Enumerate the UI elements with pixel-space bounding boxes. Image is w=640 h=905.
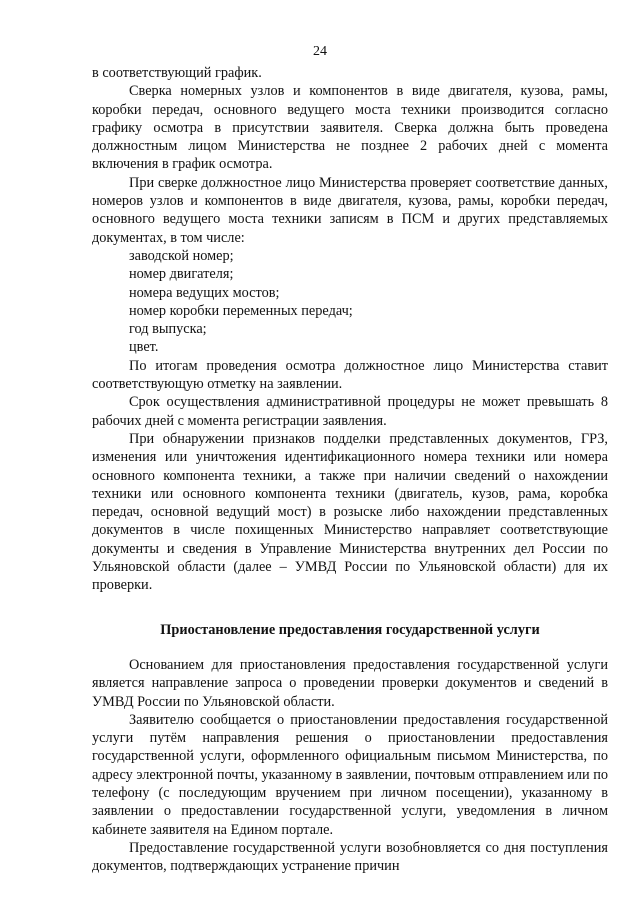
section-heading: Приостановление предоставления государственной услуги: [160, 621, 540, 638]
list-item: год выпуска;: [129, 321, 207, 338]
paragraph-verification-details: При сверке должностное лицо Министерства проверяет соответствие данных, номеров узлов и компонентов в виде двигателя, кузова, рамы, коробки передач, основного ведущего моста техники записям в ПСМ и других представляемых документах, в том числе:: [92, 174, 608, 246]
paragraph-forgery-detection: При обнаружении признаков подделки представленных документов, ГРЗ, изменения или уничтожения идентификационного номера техники или номера основного компонента техники, а также при наличии сведений о нахождении техники или основного компонента техники (двигатель, кузов, рама, коробка передач, основной ведущий мост) в розыске либо нахождении представленных документов в числе похищенных Министерство направляет соответствующие документы и сведения в Управление Министерства внутренних дел России по Ульяновской области (далее – УМВД России по Ульяновской области) для их проверки.: [92, 430, 608, 594]
paragraph-verification: Сверка номерных узлов и компонентов в виде двигателя, кузова, рамы, коробки передач, основного ведущего моста техники производится согласно графику осмотра в присутствии заявителя. Сверка должна быть проведена должностным лицом Министерства не позднее 2 рабочих дней с момента включения в график осмотра.: [92, 83, 608, 173]
page-number: 24: [313, 44, 327, 59]
paragraph-inspection-result: По итогам проведения осмотра должностное лицо Министерства ставит соответствующую отметку на заявлении.: [92, 357, 608, 393]
list-item: номер коробки переменных передач;: [129, 302, 353, 319]
document-body: [92, 64, 608, 875]
paragraph-procedure-deadline: Срок осуществления административной процедуры не может превышать 8 рабочих дней с момента регистрации заявления.: [92, 394, 608, 429]
list-item: номера ведущих мостов;: [129, 284, 280, 301]
paragraph-continuation: в соответствующий график.: [92, 65, 262, 81]
list-item: заводской номер;: [129, 247, 234, 264]
list-item: цвет.: [129, 339, 159, 356]
paragraph-suspension-grounds: Основанием для приостановления предоставления государственной услуги является направление запроса о проведении проверки документов и сведений в УМВД России по Ульяновской области.: [92, 656, 608, 710]
paragraph-applicant-notification: Заявителю сообщается о приостановлении предоставления государственной услуги путём направления решения о приостановлении предоставления государственной услуги, оформленного официальным письмом Министерства, по адресу электронной почты, указанному в заявлении, почтовым отправлением или по телефону (с последующим вручением при личном посещении), указанному в заявлении о предоставлении государственной услуги, уведомления в личном кабинете заявителя на Едином портале.: [92, 711, 608, 838]
list-item: номер двигателя;: [129, 266, 234, 283]
paragraph-service-resumption: Предоставление государственной услуги возобновляется со дня поступления документов, подтверждающих устранение причин: [92, 839, 608, 875]
